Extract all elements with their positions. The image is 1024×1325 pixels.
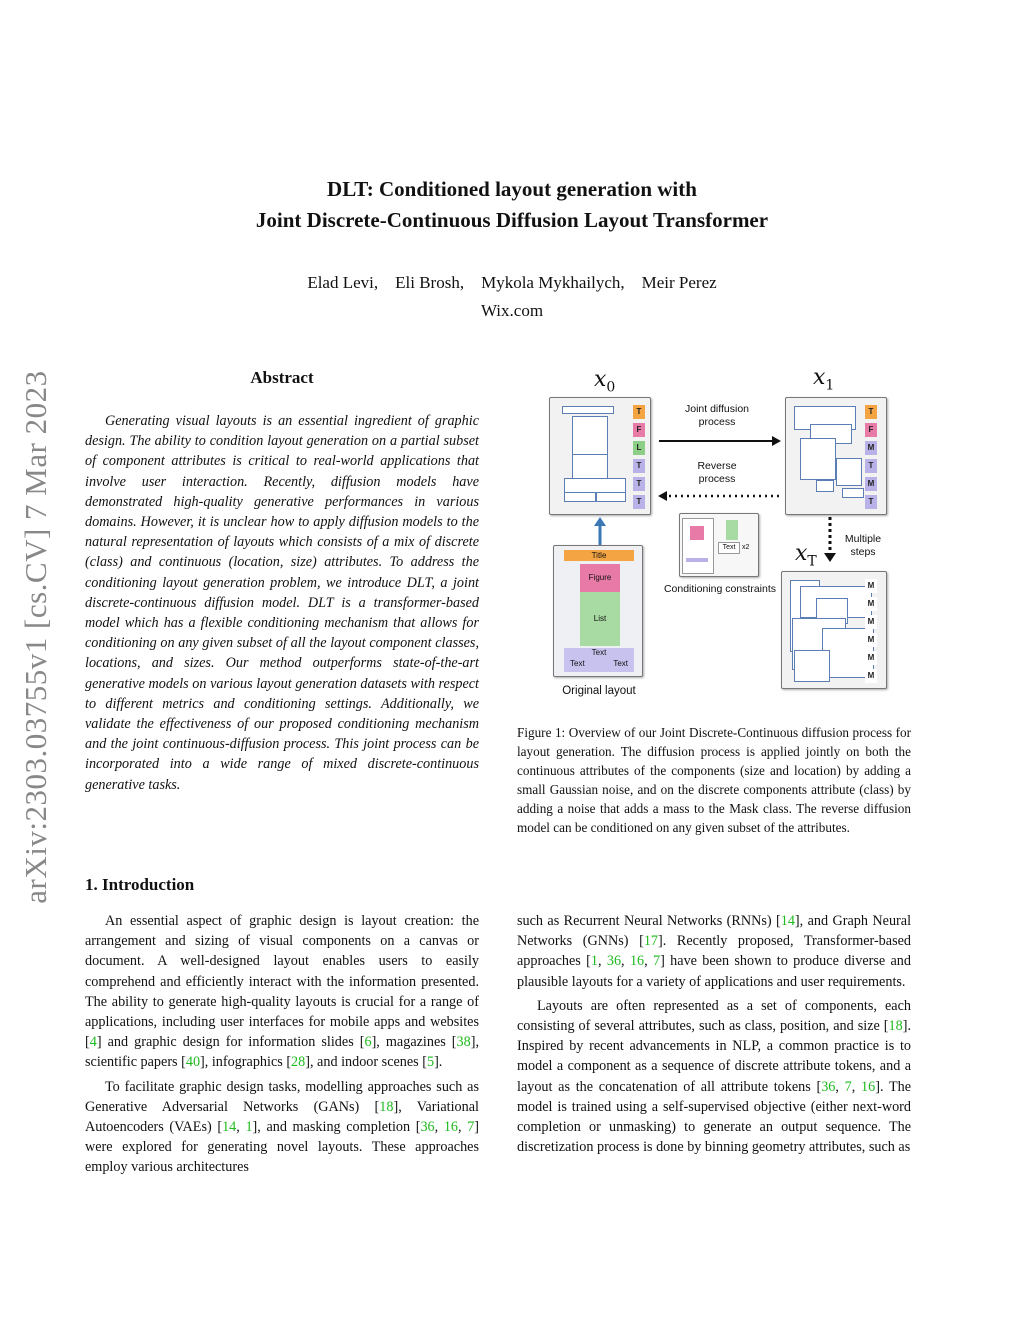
intro-paragraph-2: To facilitate graphic design tasks, modelling approaches such as Generative Adversarial Networks (GANs) [18], Variational Autoencoders (VAEs) [14, 1], and masking completion [36, 16, 7] were explored for generating novel layouts. These approaches employ various architectures (85, 1078, 480, 1176)
token: M (865, 669, 877, 683)
reverse-process-label: Reverse process (697, 460, 737, 485)
token: M (865, 651, 877, 665)
token: T (865, 459, 877, 473)
citation-link[interactable]: 38 (456, 1034, 471, 1051)
token: F (865, 423, 877, 437)
arxiv-stamp-text: arXiv:2303.03755v1 [cs.CV] 7 Mar 2023 (18, 370, 53, 904)
token: T (865, 405, 877, 419)
intro-paragraph-4: Layouts are often represented as a set of components, each consisting of several attributes, such as class, position, and size [18]. Inspired by recent advancements in NLP, a common practice is to model a component as a sequence of discrete attribute tokens, and a layout as the concatenation of all attribute tokens [36, 7, 16]. The model is trained using a self-supervised objective (either next-word completion or unmasking) to generate an output sequence. The discretization process is done by binning geometry attributes, such as (517, 997, 912, 1156)
original-layout-label: Original layout (562, 685, 636, 697)
citation-link[interactable]: 36 (606, 953, 622, 970)
citation-link[interactable]: 36 (821, 1078, 836, 1095)
citation-link[interactable]: 1 (245, 1119, 253, 1136)
multiple-steps-label: Multiple steps (844, 533, 882, 558)
citation-link[interactable]: 18 (379, 1098, 394, 1115)
title-line-1: DLT: Conditioned layout generation with (327, 177, 697, 201)
token: T (633, 405, 645, 419)
section-heading-introduction: 1. Introduction (85, 875, 195, 894)
token: M (865, 441, 877, 455)
orig-list-block: List (580, 592, 620, 646)
citation-link[interactable]: 16 (443, 1119, 459, 1136)
token: M (865, 477, 877, 491)
citation-link[interactable]: 16 (629, 953, 645, 970)
down-arrow (823, 517, 837, 563)
citation-link[interactable]: 5 (426, 1054, 435, 1071)
paper-title (0, 174, 1024, 236)
token: T (633, 477, 645, 491)
conditioning-label: Conditioning constraints (663, 583, 777, 595)
token: L (633, 441, 645, 455)
authors: Elad Levi, Eli Brosh, Mykola Mykhailych, Meir Perez (307, 273, 717, 292)
token: T (633, 459, 645, 473)
citation-link[interactable]: 7 (467, 1119, 475, 1136)
intro-paragraph-1: An essential aspect of graphic design is layout creation: the arrangement and sizing of visual components on a canvas or document. A well-designed layout enables users to easily comprehend and efficiently interact with the information presented. The ability to generate high-quality layouts is crucial for a range of applications, including user interfaces for mobile apps and websites [4] and graphic design for information slides [6], magazines [38], scientific papers [40], infographics [28], and indoor scenes [5]. (85, 913, 480, 1071)
citation-link[interactable]: 36 (420, 1119, 435, 1136)
conditioning-panel: Text x2 (679, 513, 759, 577)
citation-link[interactable]: 4 (89, 1034, 97, 1051)
figure-1 (517, 365, 917, 710)
token: M (865, 633, 877, 647)
abstract-body (85, 411, 479, 795)
citation-link[interactable]: 14 (222, 1119, 237, 1136)
citation-link[interactable]: 14 (780, 913, 795, 929)
token: M (865, 597, 877, 611)
token: M (865, 615, 877, 629)
intro-paragraph-3: such as Recurrent Neural Networks (RNNs) [14], and Graph Neural Networks (GNNs) [17]. Recently proposed, Transformer-based approaches [1, 36, 16, 7] have been shown to produce diverse and plausible layouts for a variety of applications and user requirements. (517, 913, 912, 990)
token: F (633, 423, 645, 437)
token: T (633, 495, 645, 509)
orig-figure-block: Figure (580, 564, 620, 592)
citation-link[interactable]: 18 (888, 1018, 903, 1035)
orig-title-block: Title (564, 550, 634, 561)
abstract-heading: Abstract (250, 368, 314, 387)
intro-left-column (85, 911, 479, 1182)
x0-label: $x_0$ (594, 367, 616, 396)
citation-link[interactable]: 17 (643, 933, 659, 950)
title-line-2: Joint Discrete-Continuous Diffusion Layout Transformer (255, 208, 769, 232)
citation-link[interactable]: 40 (185, 1054, 201, 1071)
abstract-text: Generating visual layouts is an essential ingredient of graphic design. The ability to condition layout generation on a partial subset of component attributes is critical to real-world applications that involve user interaction. Recently, diffusion models have demonstrated high-quality generative performances in various domains. However, it is unclear how to apply diffusion models to the natural representation of layouts which consists of a mix of discrete (class) and continuous (location, size) attributes. To address the conditioning layout generation problem, we introduce DLT, a joint discrete-continuous diffusion model. DLT is a transformer-based model which has a flexible conditioning mechanism that allows for conditioning on any given subset of all the layout component classes, locations, and sizes. Our method outperforms state-of-the-art generative models on various layout generation datasets with respect to different metrics and conditioning settings. Additionally, we validate the effectiveness of our proposed conditioning mechanism and the joint continuous-diffusion process. This joint process can be incorporated into a wide range of mixed discrete-continuous generative tasks. (85, 413, 479, 793)
x1-label: $x_1$ (813, 365, 835, 394)
citation-link[interactable]: 7 (844, 1078, 852, 1095)
arxiv-stamp (18, 352, 58, 922)
citation-link[interactable]: 7 (653, 953, 661, 970)
citation-link[interactable]: 16 (861, 1078, 876, 1095)
token: M (865, 579, 877, 593)
token: T (865, 495, 877, 509)
reverse-arrow (657, 490, 782, 502)
citation-link[interactable]: 1 (590, 953, 598, 970)
affiliation: Wix.com (480, 301, 544, 320)
xT-label: $x_T$ (795, 541, 817, 570)
intro-right-column (517, 911, 911, 1161)
citation-link[interactable]: 6 (364, 1034, 372, 1051)
forward-arrow (657, 435, 782, 447)
joint-diffusion-label: Joint diffusion process (684, 403, 749, 428)
original-layout-panel (553, 545, 643, 677)
up-arrow (593, 517, 607, 547)
orig-text-block: Text Text Text (564, 648, 634, 672)
citation-link[interactable]: 28 (291, 1054, 306, 1071)
figure-caption: Figure 1: Overview of our Joint Discrete-Continuous diffusion process for layout generation. The diffusion process is applied jointly on both the continuous attributes of the components (size and location) by adding a small Gaussian noise, and on the discrete components attribute (class) by adding a noise that adds a mass to the Mask class. The reverse diffusion model can be conditioned on any given subset of the attributes. (517, 725, 911, 835)
